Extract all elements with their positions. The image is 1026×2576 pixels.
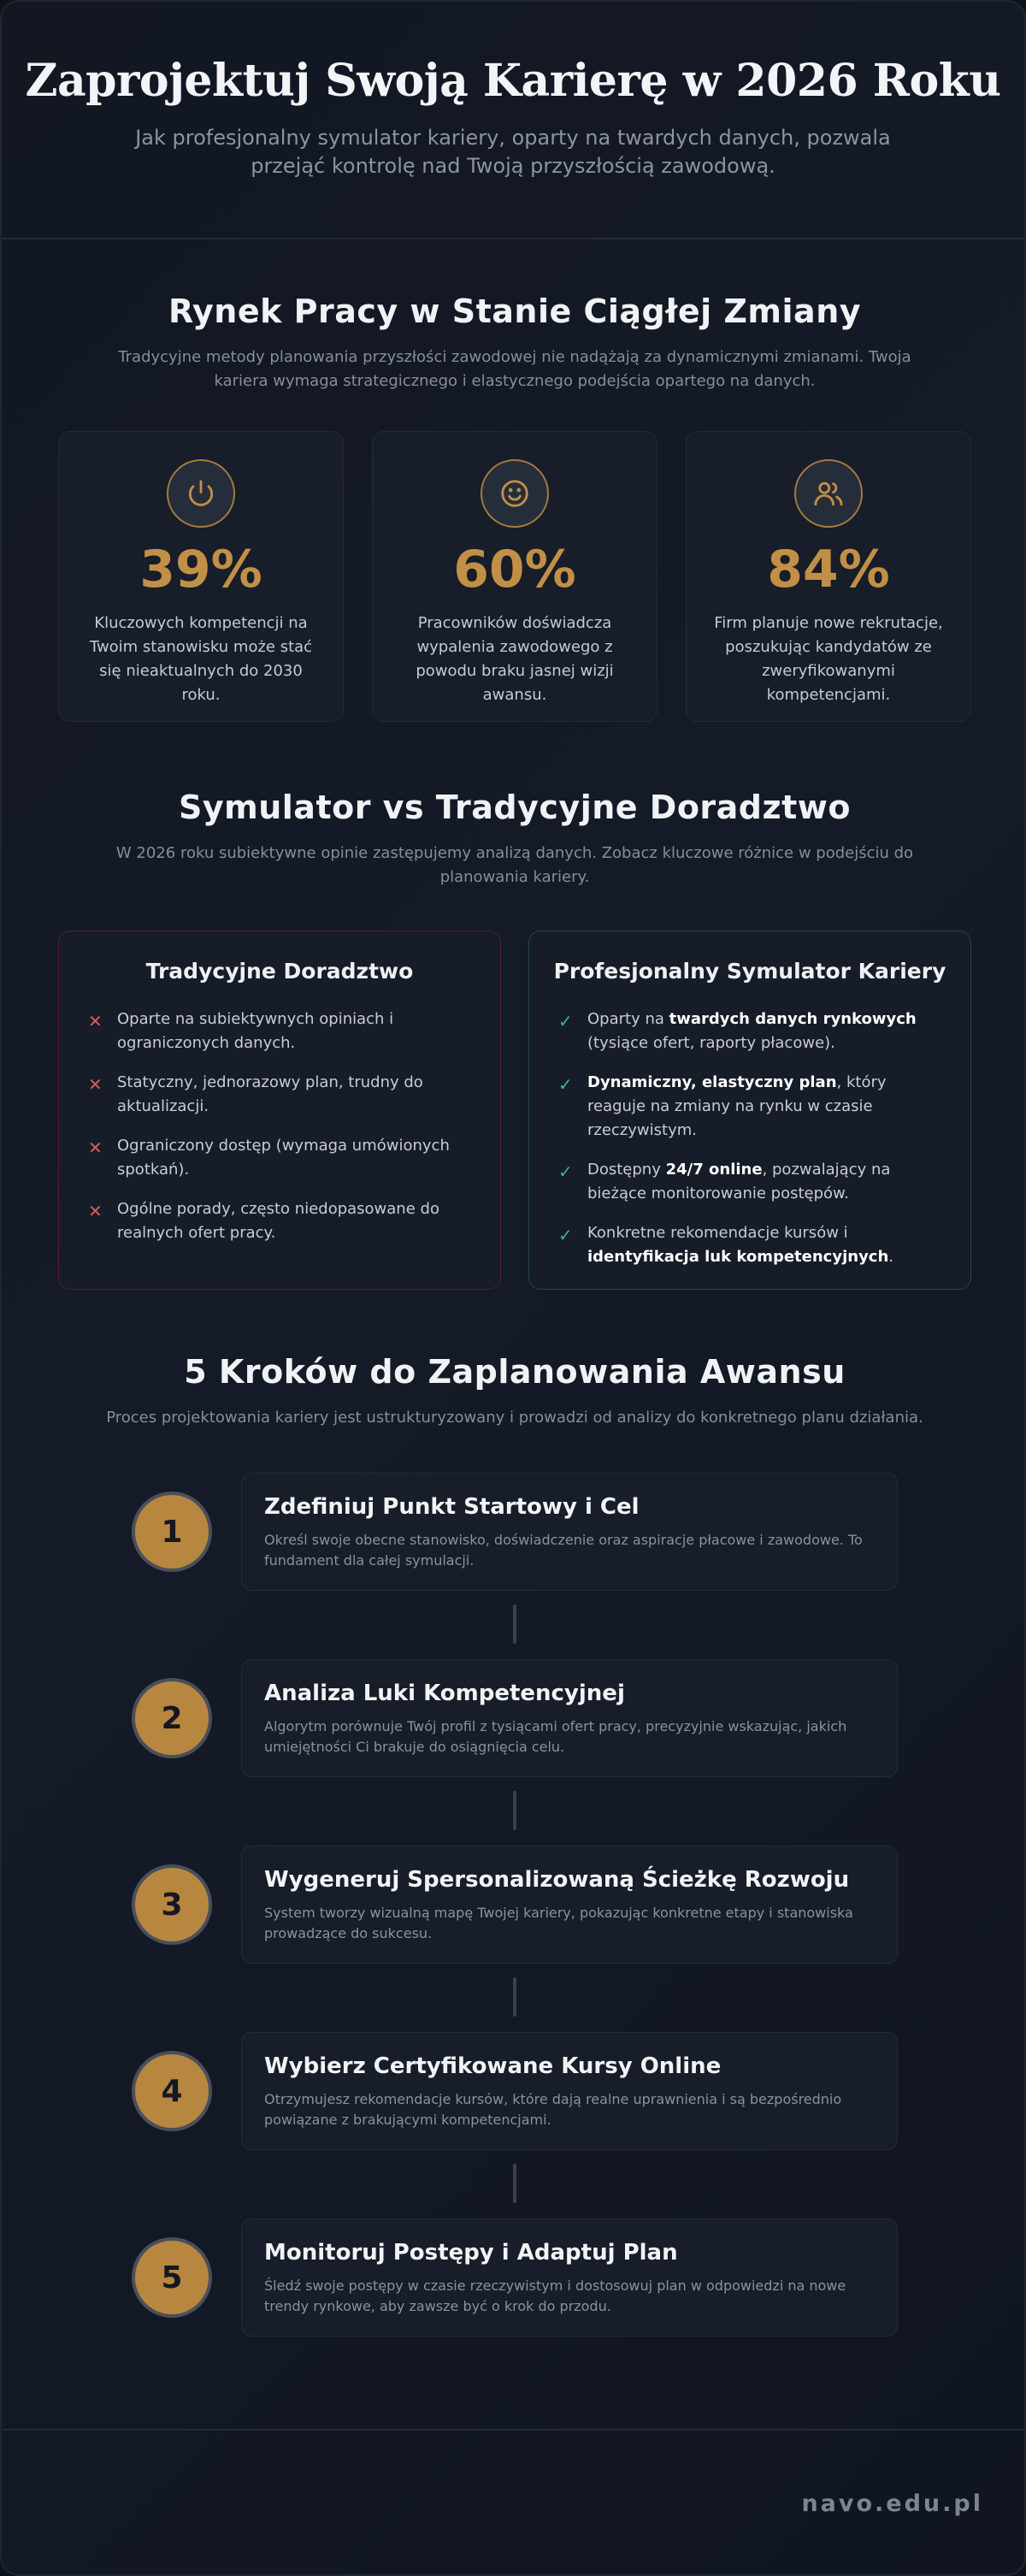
check-icon: ✓ — [558, 1011, 573, 1031]
step-card — [241, 2032, 898, 2150]
list-item — [88, 1134, 476, 1182]
traditional-card — [58, 931, 501, 1290]
list-item-text: Oparty na — [587, 1010, 669, 1028]
list-item-bold: twardych danych rynkowych — [669, 1010, 917, 1028]
traditional-card-title: Tradycyjne Doradztwo — [145, 959, 414, 984]
stat-description: Firm planuje nowe rekrutacje, poszukując kandydatów ze zweryfikowanymi kompetencjami. — [714, 614, 943, 704]
steps-title: 5 Kroków do Zaplanowania Awansu — [184, 1353, 846, 1391]
cross-icon: ✕ — [88, 1011, 103, 1031]
comparison-title: Symulator vs Tradycyjne Doradztwo — [178, 789, 852, 826]
step-card — [241, 1473, 898, 1591]
step-description: Określ swoje obecne stanowisko, doświadczenie oraz aspiracje płacowe i zawodowe. To fundament dla całej symulacji. — [264, 1532, 863, 1569]
step-connector — [513, 1604, 516, 1644]
step-number: 4 — [132, 2051, 212, 2131]
users-icon — [794, 459, 863, 528]
list-item — [88, 1007, 476, 1055]
list-item-text: (tysiące ofert, raporty płacowe). — [587, 1034, 835, 1052]
step-connector — [513, 1977, 516, 2017]
power-icon — [167, 459, 235, 528]
list-item-bold: identyfikacja luk kompetencyjnych — [587, 1248, 889, 1266]
step-description: Otrzymujesz rekomendacje kursów, które dają realne uprawnienia i są bezpośrednio powiązane z brakującymi kompetencjami. — [264, 2091, 842, 2128]
step-card — [241, 1659, 898, 1777]
market-subtitle: Tradycyjne metody planowania przyszłości zawodowej nie nadążają za dynamicznymi zmianami. Twoja kariera wymaga strategicznego i elastycznego podejścia opartego na danych. — [118, 348, 911, 390]
simulator-card-title: Profesjonalny Symulator Kariery — [553, 959, 946, 984]
step-title: Wygeneruj Spersonalizowaną Ścieżkę Rozwoju — [264, 1867, 850, 1893]
cross-icon: ✕ — [88, 1074, 103, 1095]
footer-brand-link[interactable]: navo.edu.pl — [801, 2490, 983, 2517]
step-item — [2, 1846, 1026, 1965]
list-item-text: Konkretne rekomendacje kursów i — [587, 1224, 848, 1242]
simulator-card — [528, 931, 971, 1290]
traditional-list — [88, 1007, 476, 1245]
list-item-text: Ogólne porady, często niedopasowane do realnych ofert pracy. — [117, 1200, 439, 1242]
step-description: System tworzy wizualną mapę Twojej kariery, pokazując konkretne etapy i stanowiska prowadzące do sukcesu. — [264, 1905, 853, 1941]
list-item — [558, 1071, 946, 1143]
step-connector — [513, 1791, 516, 1830]
list-item — [558, 1007, 946, 1055]
hero-section — [2, 2, 1024, 239]
steps-section — [2, 1353, 1026, 2314]
step-title: Analiza Luki Kompetencyjnej — [264, 1681, 625, 1706]
step-number: 3 — [132, 1864, 212, 1945]
comparison-subtitle: W 2026 roku subiektywne opinie zastępujemy analizą danych. Zobacz kluczowe różnice w podejściu do planowania kariery. — [115, 844, 914, 886]
stat-description: Kluczowych kompetencji na Twoim stanowisku może stać się nieaktualnych do 2030 roku. — [89, 614, 313, 704]
check-icon: ✓ — [558, 1161, 573, 1182]
step-title: Monitoruj Postępy i Adaptuj Plan — [264, 2240, 678, 2266]
step-description: Algorytm porównuje Twój profil z tysiącami ofert pracy, precyzyjnie wskazując, jakich umiejętności Ci brakuje do osiągnięcia celu. — [264, 1718, 847, 1755]
step-title: Wybierz Certyfikowane Kursy Online — [264, 2053, 722, 2079]
list-item-bold: 24/7 online — [665, 1161, 763, 1179]
stat-card — [58, 431, 344, 722]
step-card — [241, 1846, 898, 1964]
footer — [2, 2429, 1026, 2576]
market-title: Rynek Pracy w Stanie Ciągłej Zmiany — [168, 292, 862, 330]
stat-card — [372, 431, 657, 722]
simulator-list — [558, 1007, 946, 1269]
step-number: 2 — [132, 1678, 212, 1758]
stat-value: 84% — [767, 540, 890, 600]
step-description: Śledź swoje postępy w czasie rzeczywistym i dostosowuj plan w odpowiedzi na nowe trendy rynkowe, aby zawsze być o krok do przodu. — [264, 2278, 846, 2314]
list-item-text: , który reaguje na zmiany na rynku w czasie rzeczywistym. — [587, 1073, 887, 1139]
comparison-section — [2, 789, 1026, 1266]
list-item-text: , pozwalający na bieżące monitorowanie postępów. — [587, 1161, 891, 1202]
list-item — [558, 1221, 946, 1269]
step-item — [2, 2032, 1026, 2152]
list-item-text: Oparte na subiektywnych opiniach i ograniczonych danych. — [117, 1010, 394, 1052]
page-subtitle: Jak profesjonalny symulator kariery, oparty na twardych danych, pozwala przejąć kontrolę nad Twoją przyszłością zawodową. — [135, 126, 891, 178]
step-title: Zdefiniuj Punkt Startowy i Cel — [264, 1494, 640, 1520]
list-item-text: . — [888, 1248, 894, 1266]
stats-grid — [58, 431, 971, 722]
stat-card — [686, 431, 971, 722]
stat-value: 39% — [139, 540, 262, 600]
cross-icon: ✕ — [88, 1201, 103, 1221]
step-item — [2, 1473, 1026, 1592]
list-item — [88, 1197, 476, 1245]
step-number: 1 — [132, 1492, 212, 1572]
market-section — [2, 292, 1026, 704]
step-item — [2, 2219, 1026, 2338]
list-item-text: Statyczny, jednorazowy plan, trudny do aktualizacji. — [117, 1073, 423, 1115]
list-item — [558, 1158, 946, 1206]
list-item-text: Ograniczony dostęp (wymaga umówionych spotkań). — [117, 1137, 450, 1179]
steps-subtitle: Proces projektowania kariery jest ustrukturyzowany i prowadzi od analizy do konkretnego planu działania. — [106, 1409, 923, 1427]
step-item — [2, 1659, 1026, 1779]
check-icon: ✓ — [558, 1225, 573, 1245]
step-number: 5 — [132, 2237, 212, 2318]
smiley-icon — [481, 459, 549, 528]
check-icon: ✓ — [558, 1074, 573, 1095]
stat-description: Pracowników doświadcza wypalenia zawodowego z powodu braku jasnej wizji awansu. — [416, 614, 614, 704]
step-card — [241, 2219, 898, 2337]
list-item — [88, 1071, 476, 1119]
list-item-bold: Dynamiczny, elastyczny plan — [587, 1073, 837, 1091]
list-item-text: Dostępny — [587, 1161, 666, 1179]
step-connector — [513, 2164, 516, 2203]
page-title: Zaprojektuj Swoją Karierę w 2026 Roku — [25, 55, 1001, 107]
cross-icon: ✕ — [88, 1137, 103, 1158]
stat-value: 60% — [453, 540, 576, 600]
